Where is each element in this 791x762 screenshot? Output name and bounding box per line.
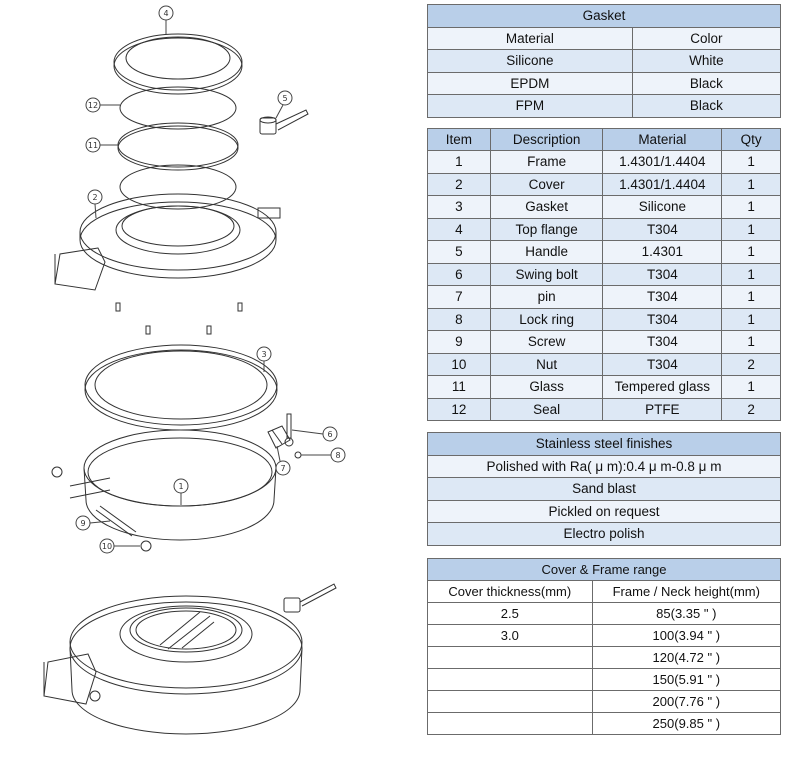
gasket-title: Gasket xyxy=(428,5,781,28)
parts-cell: 3 xyxy=(428,196,491,219)
callout-8 xyxy=(301,448,345,462)
parts-cell: 1.4301 xyxy=(603,241,722,264)
range-header-thickness: Cover thickness(mm) xyxy=(428,580,593,602)
svg-text:5: 5 xyxy=(282,94,288,103)
parts-cell: Seal xyxy=(490,398,603,421)
parts-cell: Gasket xyxy=(490,196,603,219)
callout-11 xyxy=(86,138,118,152)
parts-header-item: Item xyxy=(428,128,491,151)
parts-cell: 1 xyxy=(722,263,781,286)
cover-frame-range-table xyxy=(427,558,781,735)
parts-cell: 1 xyxy=(722,173,781,196)
parts-cell: Top flange xyxy=(490,218,603,241)
callouts xyxy=(76,6,345,553)
parts-cell: 2 xyxy=(722,353,781,376)
range-cell xyxy=(428,690,593,712)
svg-text:10: 10 xyxy=(101,542,113,551)
parts-header-material: Material xyxy=(603,128,722,151)
parts-cell: 1 xyxy=(722,308,781,331)
parts-cell: 12 xyxy=(428,398,491,421)
parts-cell: T304 xyxy=(603,308,722,331)
parts-cell: 5 xyxy=(428,241,491,264)
parts-cell: 8 xyxy=(428,308,491,331)
callout-5 xyxy=(276,91,292,118)
range-cell: 3.0 xyxy=(428,624,593,646)
range-cell xyxy=(428,712,593,734)
parts-cell: 11 xyxy=(428,376,491,399)
parts-cell: 1 xyxy=(722,331,781,354)
callout-12 xyxy=(86,98,120,112)
gasket-cell: EPDM xyxy=(428,72,633,95)
parts-cell: 1 xyxy=(722,218,781,241)
parts-cell: Frame xyxy=(490,151,603,174)
svg-text:7: 7 xyxy=(280,464,286,473)
range-cell xyxy=(428,646,593,668)
screws-drawing xyxy=(116,303,242,334)
svg-text:11: 11 xyxy=(87,141,99,150)
parts-cell: 1.4301/1.4404 xyxy=(603,173,722,196)
parts-cell: T304 xyxy=(603,263,722,286)
parts-cell: 9 xyxy=(428,331,491,354)
range-cell: 120(4.72 " ) xyxy=(592,646,780,668)
parts-cell: 2 xyxy=(428,173,491,196)
finishes-title: Stainless steel finishes xyxy=(428,433,781,456)
parts-cell: 1 xyxy=(722,376,781,399)
parts-cell: 2 xyxy=(722,398,781,421)
callout-1 xyxy=(174,479,188,505)
svg-text:1: 1 xyxy=(178,482,184,491)
spec-tables xyxy=(427,4,781,745)
parts-cell: 10 xyxy=(428,353,491,376)
parts-header-description: Description xyxy=(490,128,603,151)
finishes-row: Polished with Ra( μ m):0.4 μ m-0.8 μ m xyxy=(428,455,781,478)
glass-drawing xyxy=(118,123,238,170)
range-cell: 250(9.85 " ) xyxy=(592,712,780,734)
range-title: Cover & Frame range xyxy=(428,558,781,580)
parts-cell: 6 xyxy=(428,263,491,286)
finishes-table xyxy=(427,432,781,546)
parts-cell: 4 xyxy=(428,218,491,241)
parts-cell: Screw xyxy=(490,331,603,354)
gasket-cell: Black xyxy=(632,72,780,95)
finishes-row: Pickled on request xyxy=(428,500,781,523)
gasket-cell: FPM xyxy=(428,95,633,118)
parts-cell: pin xyxy=(490,286,603,309)
parts-cell: 1 xyxy=(722,196,781,219)
svg-text:3: 3 xyxy=(261,350,267,359)
gasket-table xyxy=(427,4,781,118)
swing-bolt-drawing xyxy=(272,414,301,458)
parts-table xyxy=(427,128,781,422)
parts-cell: Handle xyxy=(490,241,603,264)
parts-cell: 1 xyxy=(722,151,781,174)
callout-2 xyxy=(88,190,102,218)
parts-cell: Swing bolt xyxy=(490,263,603,286)
finishes-row: Sand blast xyxy=(428,478,781,501)
range-cell: 100(3.94 " ) xyxy=(592,624,780,646)
gasket-drawing xyxy=(85,345,277,430)
callout-6 xyxy=(292,427,337,441)
parts-cell: T304 xyxy=(603,218,722,241)
range-header-height: Frame / Neck height(mm) xyxy=(592,580,780,602)
parts-cell: T304 xyxy=(603,353,722,376)
parts-cell: 1 xyxy=(428,151,491,174)
range-cell: 85(3.35 " ) xyxy=(592,602,780,624)
parts-cell: T304 xyxy=(603,286,722,309)
gasket-header-color: Color xyxy=(632,27,780,50)
parts-cell: 7 xyxy=(428,286,491,309)
assembled-view-drawing xyxy=(44,584,336,734)
callout-9 xyxy=(76,516,110,530)
parts-cell: T304 xyxy=(603,331,722,354)
callout-7 xyxy=(276,446,290,475)
svg-text:9: 9 xyxy=(80,519,86,528)
parts-cell: 1 xyxy=(722,286,781,309)
parts-header-qty: Qty xyxy=(722,128,781,151)
gasket-cell: Silicone xyxy=(428,50,633,73)
svg-text:4: 4 xyxy=(163,9,169,18)
parts-cell: Glass xyxy=(490,376,603,399)
parts-cell: PTFE xyxy=(603,398,722,421)
parts-cell: Nut xyxy=(490,353,603,376)
gasket-cell: Black xyxy=(632,95,780,118)
range-cell xyxy=(428,668,593,690)
svg-text:12: 12 xyxy=(87,101,99,110)
svg-text:2: 2 xyxy=(92,193,98,202)
range-cell: 200(7.76 " ) xyxy=(592,690,780,712)
range-cell: 150(5.91 " ) xyxy=(592,668,780,690)
parts-cell: 1 xyxy=(722,241,781,264)
handle-drawing xyxy=(260,110,308,134)
parts-cell: Cover xyxy=(490,173,603,196)
callout-10 xyxy=(100,539,140,553)
top-flange-drawing xyxy=(114,34,242,94)
finishes-row: Electro polish xyxy=(428,523,781,546)
parts-cell: Lock ring xyxy=(490,308,603,331)
gasket-header-material: Material xyxy=(428,27,633,50)
callout-4 xyxy=(159,6,173,34)
parts-cell: Tempered glass xyxy=(603,376,722,399)
gasket-cell: White xyxy=(632,50,780,73)
parts-cell: 1.4301/1.4404 xyxy=(603,151,722,174)
svg-text:6: 6 xyxy=(327,430,333,439)
parts-cell: Silicone xyxy=(603,196,722,219)
range-cell: 2.5 xyxy=(428,602,593,624)
svg-text:8: 8 xyxy=(335,451,341,460)
